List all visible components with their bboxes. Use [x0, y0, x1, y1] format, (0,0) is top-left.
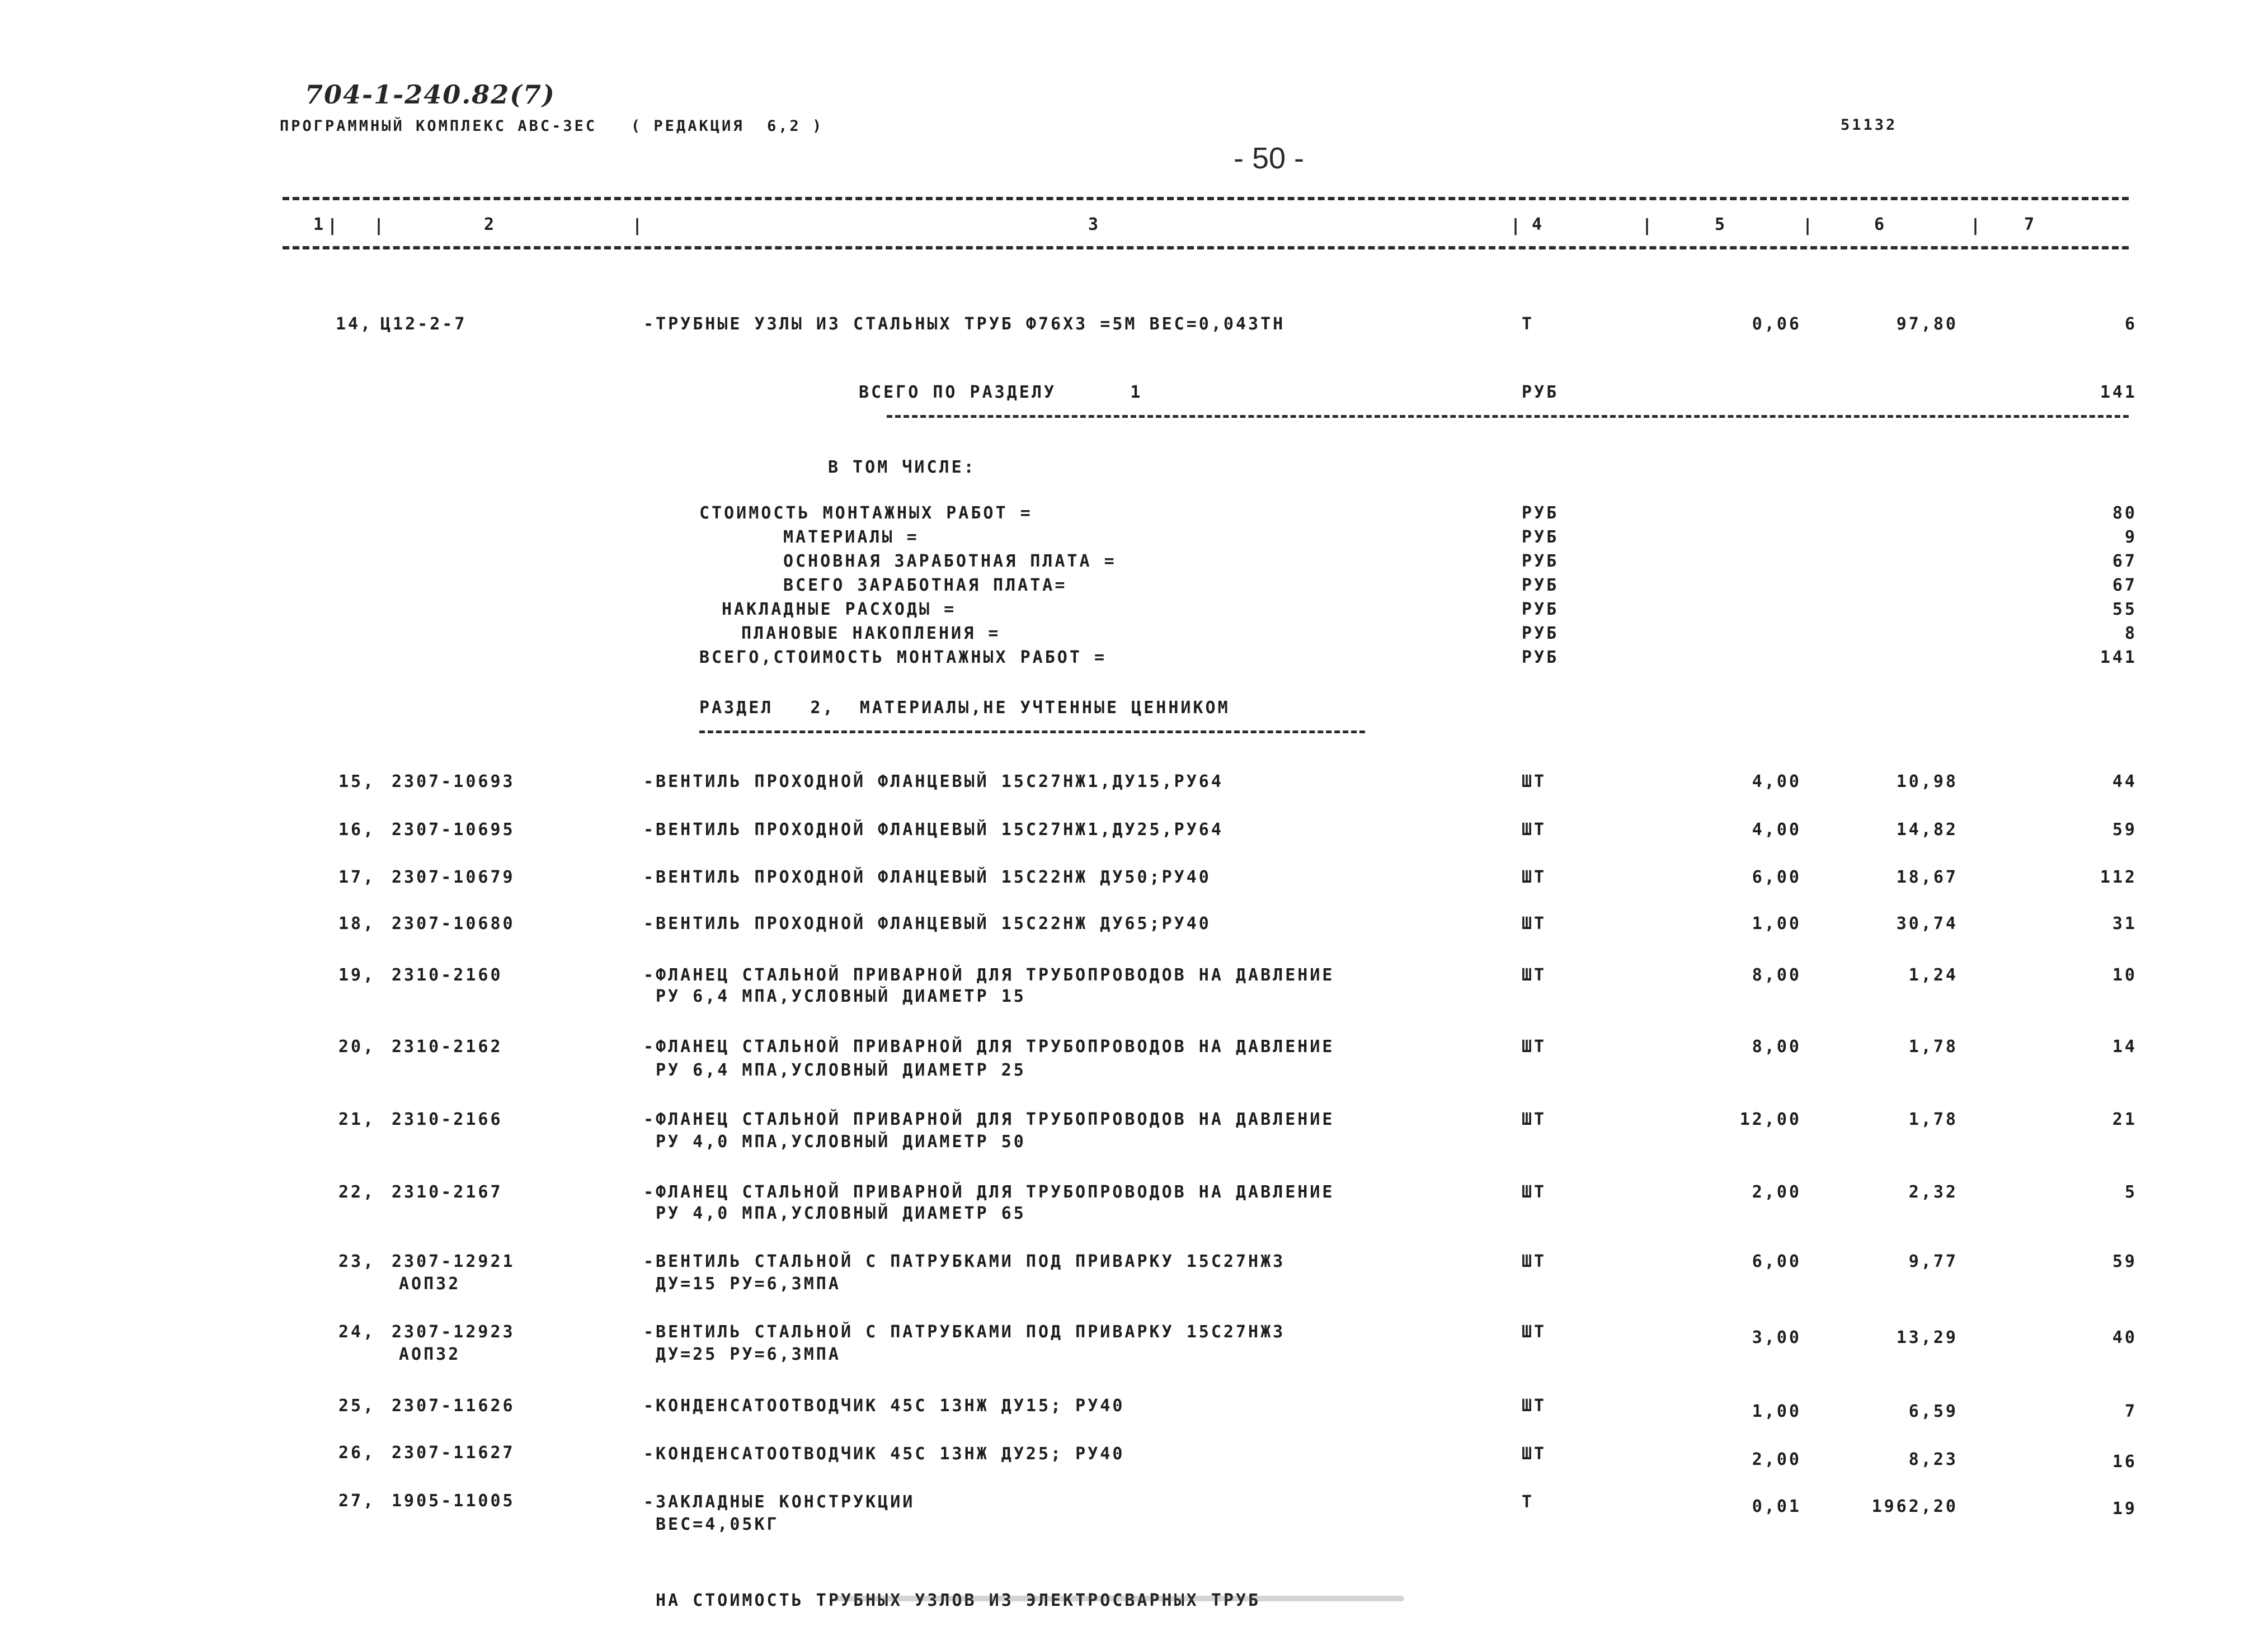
- top-rule: [283, 197, 2129, 200]
- column-separator: |: [632, 216, 645, 235]
- breakdown-value: 141: [2100, 648, 2137, 667]
- row-total: 44: [2112, 772, 2137, 791]
- column-separator: |: [1803, 216, 1815, 235]
- row-pos: 19,: [338, 965, 376, 985]
- program-title: ПРОГРАММНЫЙ КОМПЛЕКС АВС-3ЕС ( РЕДАКЦИЯ 6,2 ): [280, 117, 824, 135]
- breakdown-label: НАКЛАДНЫЕ РАСХОДЫ =: [722, 600, 957, 619]
- row-qty: 1,00: [1752, 914, 1801, 934]
- row-unit: ШТ: [1522, 820, 1547, 840]
- column-header-5: 5: [1715, 215, 1728, 234]
- row-pos: 21,: [338, 1110, 376, 1129]
- row-total: 40: [2112, 1328, 2137, 1347]
- row-pos: 15,: [338, 772, 376, 791]
- row-unit: ШТ: [1522, 1444, 1547, 1464]
- section-total-unit: РУБ: [1522, 383, 1559, 402]
- row-qty: 2,00: [1752, 1450, 1801, 1469]
- row-code: 2307-12923: [392, 1322, 515, 1342]
- row-name-line2: ВЕС=4,05КГ: [656, 1515, 779, 1534]
- row-pos: 23,: [338, 1252, 376, 1271]
- row-name: -ФЛАНЕЦ СТАЛЬНОЙ ПРИВАРНОЙ ДЛЯ ТРУБОПРОВОДОВ НА ДАВЛЕНИЕ: [643, 1110, 1335, 1129]
- row-code: Ц12-2-7: [380, 314, 467, 334]
- row-price: 2,32: [1908, 1182, 1958, 1202]
- row-price: 30,74: [1896, 914, 1958, 934]
- row-code: 2310-2167: [392, 1182, 503, 1202]
- breakdown-value: 67: [2112, 576, 2137, 595]
- row-code: 2307-10679: [392, 868, 515, 887]
- breakdown-label: ПЛАНОВЫЕ НАКОПЛЕНИЯ =: [741, 624, 1001, 643]
- ink-smudge: [834, 1596, 1404, 1601]
- breakdown-unit: РУБ: [1522, 648, 1559, 667]
- row-price: 14,82: [1896, 820, 1958, 840]
- column-header-6: 6: [1874, 215, 1887, 234]
- row-pos: 26,: [338, 1443, 376, 1463]
- breakdown-label: СТОИМОСТЬ МОНТАЖНЫХ РАБОТ =: [699, 503, 1033, 523]
- row-total: 7: [2124, 1402, 2137, 1421]
- row-pos: 20,: [338, 1037, 376, 1057]
- header-bottom-rule: [283, 246, 2129, 249]
- breakdown-label: ВСЕГО,СТОИМОСТЬ МОНТАЖНЫХ РАБОТ =: [699, 648, 1107, 667]
- row-total: 19: [2112, 1499, 2137, 1519]
- row-total: 59: [2112, 1252, 2137, 1271]
- row-name: -ВЕНТИЛЬ СТАЛЬНОЙ С ПАТРУБКАМИ ПОД ПРИВАРКУ 15С27НЖ3: [643, 1322, 1286, 1342]
- row-name: -ВЕНТИЛЬ ПРОХОДНОЙ ФЛАНЦЕВЫЙ 15С27НЖ1,ДУ15,РУ64: [643, 772, 1224, 791]
- row-unit: ШТ: [1522, 1037, 1547, 1057]
- column-separator: |: [1642, 216, 1655, 235]
- row-unit: ШТ: [1522, 868, 1547, 887]
- row-total: 10: [2112, 965, 2137, 985]
- row-unit: Т: [1522, 314, 1535, 334]
- row-pos: 18,: [338, 914, 376, 934]
- breakdown-value: 55: [2112, 600, 2137, 619]
- row-unit: ШТ: [1522, 1252, 1547, 1271]
- row-name: -КОНДЕНСАТООТВОДЧИК 45С 13НЖ ДУ25; РУ40: [643, 1444, 1125, 1464]
- row-qty: 0,06: [1752, 314, 1801, 334]
- breakdown-unit: РУБ: [1522, 503, 1559, 523]
- row-code: 2310-2166: [392, 1110, 503, 1129]
- row-price: 18,67: [1896, 868, 1958, 887]
- column-separators: |: [327, 216, 340, 235]
- row-name-line2: РУ 6,4 МПА,УСЛОВНЫЙ ДИАМЕТР 25: [656, 1060, 1026, 1080]
- row-name: -ВЕНТИЛЬ ПРОХОДНОЙ ФЛАНЦЕВЫЙ 15С27НЖ1,ДУ25,РУ64: [643, 820, 1224, 840]
- breakdown-value: 80: [2112, 503, 2137, 523]
- section2-title-rule: [699, 730, 1365, 733]
- column-header-4: 4: [1532, 215, 1545, 234]
- row-qty: 4,00: [1752, 820, 1801, 840]
- row-unit: ШТ: [1522, 1182, 1547, 1202]
- row-price: 10,98: [1896, 772, 1958, 791]
- including-label: В ТОМ ЧИСЛЕ:: [828, 458, 976, 477]
- column-header-3: 3: [1088, 215, 1101, 234]
- row-code: 2307-10693: [392, 772, 515, 791]
- row-pos: 27,: [338, 1491, 376, 1511]
- row-name: -ВЕНТИЛЬ ПРОХОДНОЙ ФЛАНЦЕВЫЙ 15С22НЖ ДУ65;РУ40: [643, 914, 1211, 934]
- row-pos: 16,: [338, 820, 376, 840]
- column-header-7: 7: [2024, 215, 2037, 234]
- row-name: -ВЕНТИЛЬ СТАЛЬНОЙ С ПАТРУБКАМИ ПОД ПРИВАРКУ 15С27НЖ3: [643, 1252, 1286, 1271]
- breakdown-value: 8: [2124, 624, 2137, 643]
- row-qty: 8,00: [1752, 965, 1801, 985]
- row-price: 1,78: [1908, 1037, 1958, 1057]
- row-total: 6: [2124, 314, 2137, 334]
- section-total-value: 141: [2100, 383, 2137, 402]
- row-total: 16: [2112, 1452, 2137, 1472]
- page-number: - 50 -: [1234, 142, 1305, 175]
- doc-number: 51132: [1841, 116, 1898, 134]
- row-name-line2: ДУ=15 РУ=6,3МПА: [656, 1274, 841, 1294]
- row-price: 1,78: [1908, 1110, 1958, 1129]
- row-code: 2310-2162: [392, 1037, 503, 1057]
- section2-title: РАЗДЕЛ 2, МАТЕРИАЛЫ,НЕ УЧТЕННЫЕ ЦЕННИКОМ: [699, 698, 1230, 718]
- column-separator: |: [1511, 216, 1523, 235]
- row-pos: 22,: [338, 1182, 376, 1202]
- breakdown-unit: РУБ: [1522, 600, 1559, 619]
- row-qty: 2,00: [1752, 1182, 1801, 1202]
- row-name: -ФЛАНЕЦ СТАЛЬНОЙ ПРИВАРНОЙ ДЛЯ ТРУБОПРОВОДОВ НА ДАВЛЕНИЕ: [643, 1182, 1335, 1202]
- row-code: 2307-11626: [392, 1396, 515, 1416]
- row-unit: ШТ: [1522, 914, 1547, 934]
- row-code: 2307-10680: [392, 914, 515, 934]
- row-price: 6,59: [1908, 1402, 1958, 1421]
- row-qty: 3,00: [1752, 1328, 1801, 1347]
- row-qty: 1,00: [1752, 1402, 1801, 1421]
- row-pos: 17,: [338, 868, 376, 887]
- row-price: 13,29: [1896, 1328, 1958, 1347]
- row-unit: ШТ: [1522, 1110, 1547, 1129]
- row-total: 5: [2124, 1182, 2137, 1202]
- row-name: -ТРУБНЫЕ УЗЛЫ ИЗ СТАЛЬНЫХ ТРУБ Ф76Х3 =5М ВЕС=0,043ТН: [643, 314, 1286, 334]
- row-unit: ШТ: [1522, 772, 1547, 791]
- breakdown-value: 9: [2124, 527, 2137, 547]
- row-code: 1905-11005: [392, 1491, 515, 1511]
- row-price: 97,80: [1896, 314, 1958, 334]
- row-price: 1962,20: [1871, 1497, 1958, 1516]
- row-qty: 0,01: [1752, 1497, 1801, 1516]
- row-qty: 4,00: [1752, 772, 1801, 791]
- row-code-line2: АОП32: [399, 1345, 461, 1364]
- breakdown-unit: РУБ: [1522, 624, 1559, 643]
- row-name: -ФЛАНЕЦ СТАЛЬНОЙ ПРИВАРНОЙ ДЛЯ ТРУБОПРОВОДОВ НА ДАВЛЕНИЕ: [643, 1037, 1335, 1057]
- row-pos: 25,: [338, 1396, 376, 1416]
- row-code: 2307-12921: [392, 1252, 515, 1271]
- row-code: 2307-10695: [392, 820, 515, 840]
- row-total: 112: [2100, 868, 2137, 887]
- row-total: 21: [2112, 1110, 2137, 1129]
- row-qty: 8,00: [1752, 1037, 1801, 1057]
- section-total-label: ВСЕГО ПО РАЗДЕЛУ 1: [859, 383, 1143, 402]
- row-name-line2: РУ 4,0 МПА,УСЛОВНЫЙ ДИАМЕТР 65: [656, 1204, 1026, 1223]
- breakdown-label: МАТЕРИАЛЫ =: [783, 527, 919, 547]
- row-unit: ШТ: [1522, 965, 1547, 985]
- row-name-line2: РУ 4,0 МПА,УСЛОВНЫЙ ДИАМЕТР 50: [656, 1132, 1026, 1152]
- breakdown-label: ВСЕГО ЗАРАБОТНАЯ ПЛАТА=: [783, 576, 1067, 595]
- row-price: 1,24: [1908, 965, 1958, 985]
- row-total: 14: [2112, 1037, 2137, 1057]
- breakdown-unit: РУБ: [1522, 527, 1559, 547]
- row-unit: ШТ: [1522, 1322, 1547, 1342]
- footer-note: НА СТОИМОСТЬ ТРУБНЫХ УЗЛОВ ИЗ ЭЛЕКТРОСВАРНЫХ ТРУБ: [656, 1591, 1261, 1610]
- row-pos: 14,: [336, 314, 373, 334]
- row-name: -КОНДЕНСАТООТВОДЧИК 45С 13НЖ ДУ15; РУ40: [643, 1396, 1125, 1416]
- row-code: 2307-11627: [392, 1443, 515, 1463]
- row-pos: 24,: [338, 1322, 376, 1342]
- breakdown-label: ОСНОВНАЯ ЗАРАБОТНАЯ ПЛАТА =: [783, 552, 1117, 571]
- breakdown-unit: РУБ: [1522, 576, 1559, 595]
- handwritten-doc-code: 704-1-240.82(7): [305, 79, 556, 110]
- section-total-rule: [887, 415, 2129, 418]
- row-price: 8,23: [1908, 1450, 1958, 1469]
- row-total: 59: [2112, 820, 2137, 840]
- breakdown-unit: РУБ: [1522, 552, 1559, 571]
- row-name: -ВЕНТИЛЬ ПРОХОДНОЙ ФЛАНЦЕВЫЙ 15С22НЖ ДУ50;РУ40: [643, 868, 1211, 887]
- column-header-1: 1: [313, 215, 326, 234]
- row-name: -ЗАКЛАДНЫЕ КОНСТРУКЦИИ: [643, 1492, 915, 1512]
- row-name: -ФЛАНЕЦ СТАЛЬНОЙ ПРИВАРНОЙ ДЛЯ ТРУБОПРОВОДОВ НА ДАВЛЕНИЕ: [643, 965, 1335, 985]
- row-unit: Т: [1522, 1492, 1535, 1512]
- column-separator: |: [1970, 216, 1983, 235]
- row-qty: 6,00: [1752, 1252, 1801, 1271]
- row-qty: 6,00: [1752, 868, 1801, 887]
- row-name-line2: ДУ=25 РУ=6,3МПА: [656, 1345, 841, 1364]
- column-header-2: 2: [484, 215, 497, 234]
- breakdown-value: 67: [2112, 552, 2137, 571]
- column-separator: |: [374, 216, 387, 235]
- row-total: 31: [2112, 914, 2137, 934]
- row-unit: ШТ: [1522, 1396, 1547, 1416]
- row-qty: 12,00: [1739, 1110, 1801, 1129]
- row-price: 9,77: [1908, 1252, 1958, 1271]
- row-code: 2310-2160: [392, 965, 503, 985]
- row-code-line2: АОП32: [399, 1274, 461, 1294]
- row-name-line2: РУ 6,4 МПА,УСЛОВНЫЙ ДИАМЕТР 15: [656, 987, 1026, 1006]
